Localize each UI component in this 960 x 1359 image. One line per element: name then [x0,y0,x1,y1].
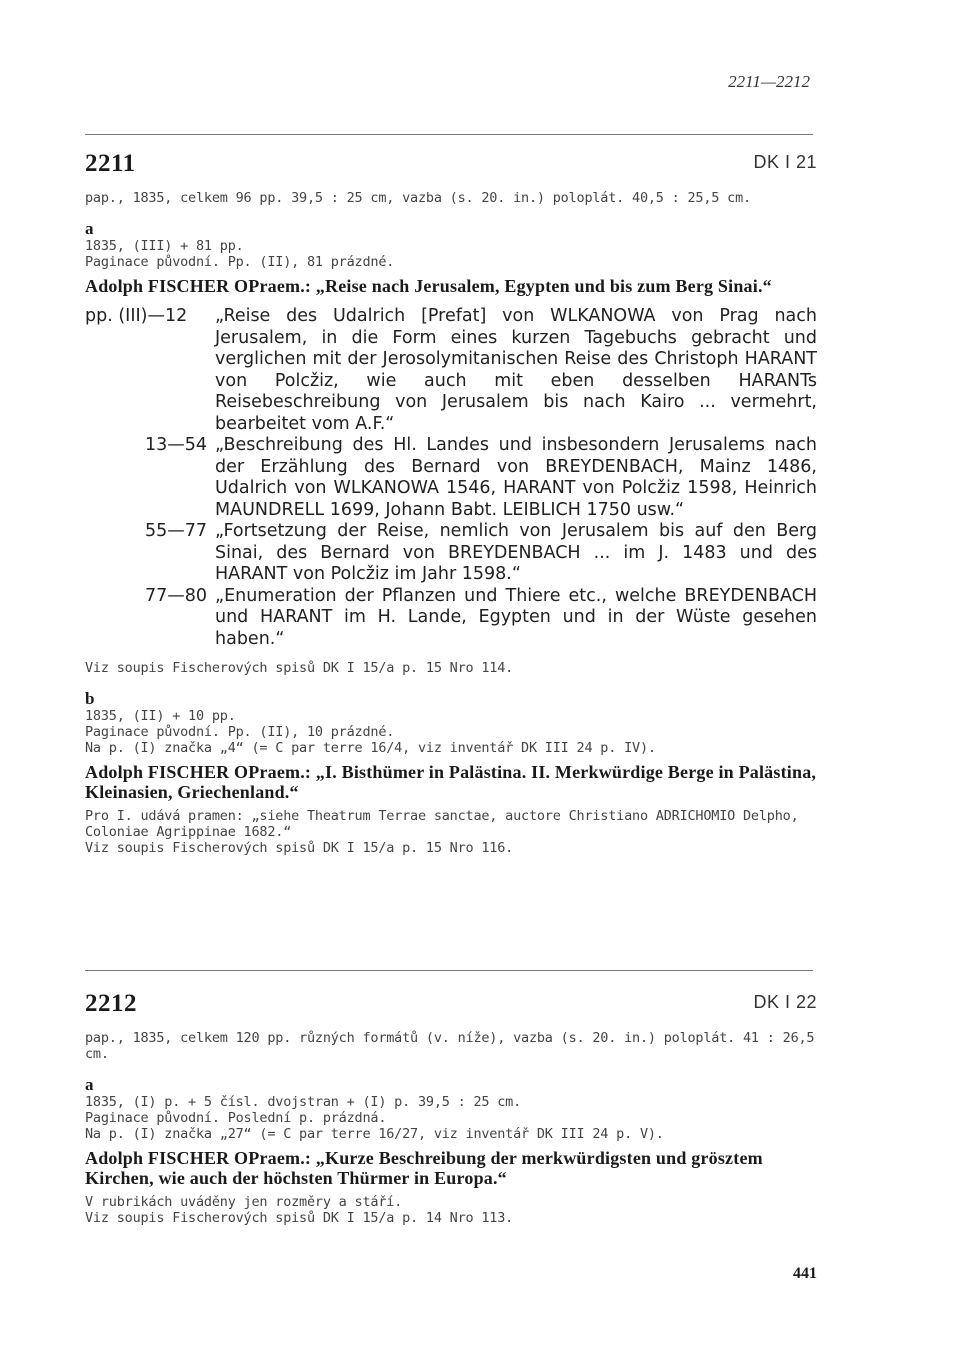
catalog-entry-2212 [85,990,817,1226]
contents-list [85,306,817,650]
shelf-signature: DK I 22 [753,992,817,1012]
section-description: „Fortsetzung der Reise, nemlich von Jerusalem bis auf den Berg Sinai, des Bernard von BREYDENBACH ... im J. 1483 und des HARANT von Polcžiz im Jahr 1598.“ [215,521,817,584]
page-range: pp. (III)—12 [85,306,188,326]
section-description: „Enumeration der Pflanzen und Thiere etc., welche BREYDENBACH und HARANT im H. Lande, Egypten und in der Wüste gesehen haben.“ [215,585,817,649]
section-description: „Reise des Udalrich [Prefat] von WLKANOWA von Prag nach Jerusalem, in die Form eines kurzen Tagebuchs gebracht und verglichen mit der Jerosolymitanischen Reise des Christoph HARANT von Polcžiz, wie auch mit eben desselben HARANTs Reisebeschreibung von Jerusalem bis nach Kairo ... vermehrt, bearbeitet vom A.F.“ [215,306,817,434]
entry-number: 2212 [85,990,137,1017]
page-range: 13—54 [144,435,207,455]
reference-note: Viz soupis Fischerových spisů DK I 15/a p. 15 Nro 114. [85,660,514,676]
source-note: Pro I. udává pramen: „siehe Theatrum Terrae sanctae, auctore Christiano ADRICHOMIO Delpho, Coloniae Agrippinae 1682.“ [85,808,799,840]
entry-heading [85,150,817,184]
contents-item [85,306,817,435]
part-letter: b [85,689,95,708]
work-title: Adolph FISCHER OPraem.: „Reise nach Jerusalem, Egypten und bis zum Berg Sinai.“ [85,276,772,296]
contents-item [85,586,817,651]
part-line: Paginace původní. Pp. (II), 81 prázdné. [85,254,395,270]
part-line: 1835, (III) + 81 pp. [85,238,244,254]
part-letter: a [85,219,94,238]
section-description: „Beschreibung des Hl. Landes und insbesondern Jerusalems nach der Erzählung des Bernard von BREYDENBACH, Mainz 1486, Udalrich von WLKANOWA 1546, HARANT von Polcžiz 1598, Heinrich MAUNDRELL 1699, Johann Babt. LEIBLICH 1750 usw.“ [215,435,817,520]
part-line: Na p. (I) značka „27“ (= C par terre 16/27, viz inventář DK III 24 p. V). [85,1126,664,1142]
content-note: V rubrikách uváděny jen rozměry a stáří. [85,1194,403,1210]
entry-description: pap., 1835, celkem 120 pp. různých formátů (v. níže), vazba (s. 20. in.) poloplát. 41 : 26,5 cm. [85,1030,815,1062]
page-number: 441 [793,1265,817,1282]
reference-note: Viz soupis Fischerových spisů DK I 15/a p. 15 Nro 116. [85,840,514,856]
separator-rule [85,970,813,971]
part-line: Na p. (I) značka „4“ (= C par terre 16/4, viz inventář DK III 24 p. IV). [85,740,656,756]
part-line: 1835, (I) p. + 5 čísl. dvojstran + (I) p. 39,5 : 25 cm. [85,1094,522,1110]
separator-rule [85,134,813,135]
part-letter: a [85,1075,94,1094]
shelf-signature: DK I 21 [753,152,817,172]
contents-item [85,521,817,586]
work-title: Adolph FISCHER OPraem.: „Kurze Beschreibung der merkwürdigsten und grösztem Kirchen, wie auch der höchsten Thürmer in Europa.“ [85,1148,763,1188]
part-line: Paginace původní. Poslední p. prázdná. [85,1110,387,1126]
page-header: 2211—2212 [728,72,810,91]
entry-heading [85,990,817,1024]
part-line: Paginace původní. Pp. (II), 10 prázdné. [85,724,395,740]
entry-description: pap., 1835, celkem 96 pp. 39,5 : 25 cm, vazba (s. 20. in.) poloplát. 40,5 : 25,5 cm. [85,190,751,206]
page-range: 77—80 [144,585,207,606]
entry-number: 2211 [85,150,136,177]
reference-note: Viz soupis Fischerových spisů DK I 15/a p. 14 Nro 113. [85,1210,514,1226]
contents-item [85,435,817,521]
part-line: 1835, (II) + 10 pp. [85,708,236,724]
work-title: Adolph FISCHER OPraem.: „I. Bisthümer in Palästina. II. Merkwürdige Berge in Palästina, Kleinasien, Griechenland.“ [85,762,817,802]
catalog-entry-2211 [85,150,817,856]
page-range: 55—77 [144,521,207,541]
